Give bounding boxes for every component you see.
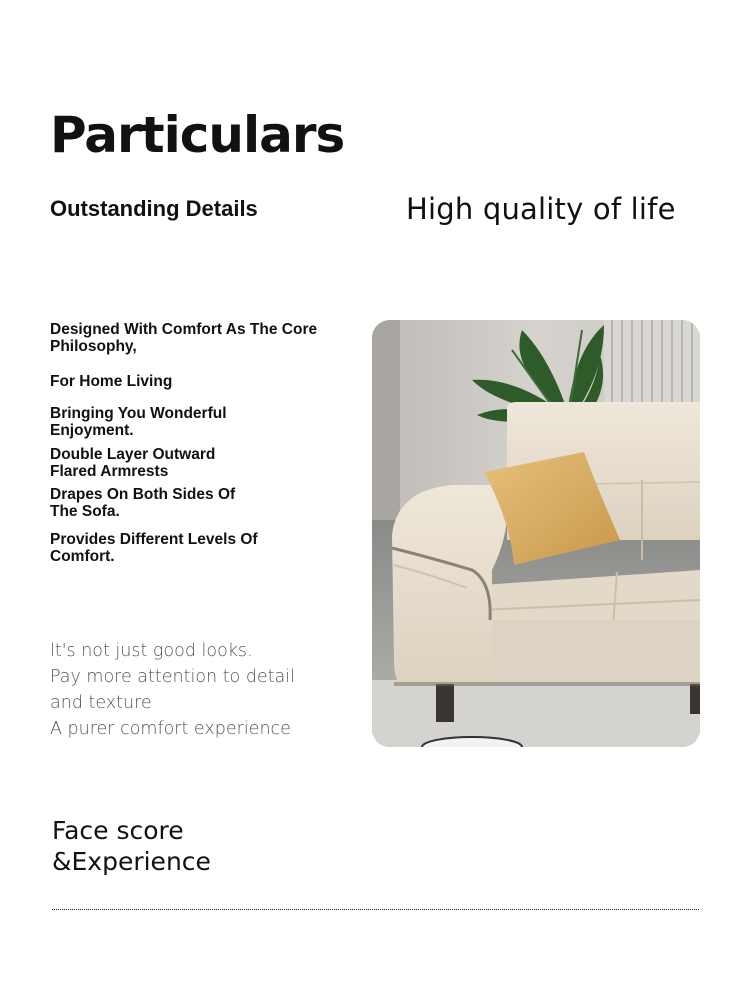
tagline: High quality of life <box>406 192 676 226</box>
section-heading <box>52 815 211 877</box>
feature-text: For Home Living <box>50 373 173 390</box>
section-heading-line: Face score <box>52 816 184 845</box>
section-subtitle: Outstanding Details <box>50 196 258 221</box>
section-heading-line: &Experience <box>52 847 211 876</box>
feature-text: Double Layer Outward Flared Armrests <box>50 446 216 480</box>
description-block <box>50 638 295 742</box>
feature-text: Designed With Comfort As The Core Philosophy, <box>50 321 318 355</box>
sofa-photo <box>372 320 700 747</box>
description-line: Pay more attention to detail <box>50 667 296 687</box>
page-title: Particulars <box>50 106 345 164</box>
description-line: A purer comfort experience <box>50 719 291 739</box>
feature-text: Drapes On Both Sides Of The Sofa. <box>50 486 236 520</box>
feature-text: Provides Different Levels Of Comfort. <box>50 531 258 565</box>
description-line: and texture <box>50 693 152 713</box>
feature-text: Bringing You Wonderful Enjoyment. <box>50 405 227 439</box>
description-line: lt's not just good looks. <box>50 641 253 661</box>
dotted-divider <box>52 909 699 910</box>
